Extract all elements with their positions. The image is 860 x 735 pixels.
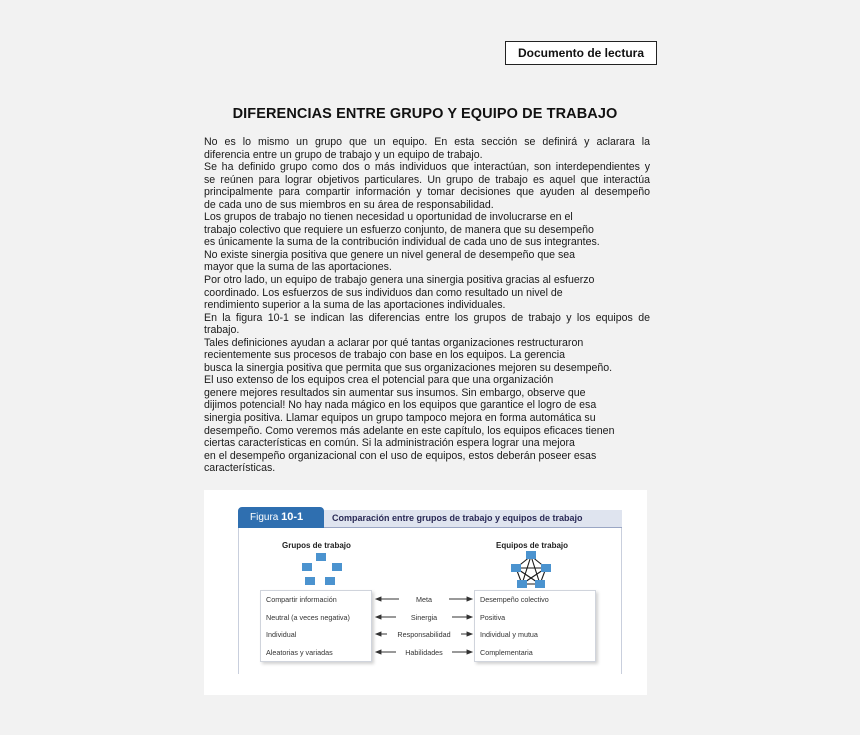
body-line: Se ha definido grupo como dos o más individuos que interactúan, son interdependientes y: [204, 161, 650, 174]
body-line: diferencia entre un grupo de trabajo y un equipo de trabajo.: [204, 148, 483, 161]
body-line: de cada uno de sus miembros en su área de responsabilidad.: [204, 198, 494, 211]
body-line: dijimos potencial! No hay nada mágico en los equipos que garantice el logro de esa: [204, 399, 597, 412]
page-title: DIFERENCIAS ENTRE GRUPO Y EQUIPO DE TRABAJO: [232, 106, 618, 122]
body-line: características.: [204, 462, 276, 475]
groups-heading: Grupos de trabajo: [282, 541, 351, 550]
figure-tag-prefix: Figura: [250, 512, 279, 523]
body-line: busca la sinergia positiva que permita que sus organizaciones mejoren su desempeño.: [204, 361, 613, 374]
body-line: desempeño. Como veremos más adelante en este capítulo, los equipos eficaces tienen: [204, 424, 615, 437]
body-line: trabajo.: [204, 324, 240, 337]
group-trait: Compartir información: [266, 595, 337, 604]
team-trait: Individual y mutua: [480, 630, 538, 639]
body-line: recientemente sus procesos de trabajo con base en los equipos. La gerencia: [204, 349, 566, 362]
body-line: mayor que la suma de las aportaciones.: [204, 261, 392, 274]
body-line: es únicamente la suma de la contribución individual de cada uno de sus integrantes.: [204, 236, 600, 249]
body-line: genere mejores resultados sin aumentar sus insumos. Sin embargo, observe que: [204, 386, 586, 399]
group-trait: Individual: [266, 630, 297, 639]
comparison-label: Sinergia: [396, 613, 452, 622]
body-line: ciertas características en común. Si la administración espera lograr una mejora: [204, 437, 575, 450]
figure-10-1: [204, 490, 647, 695]
body-line: No es lo mismo un grupo que un equipo. En esta sección se definirá y aclarara la: [204, 136, 650, 148]
comparison-label: Meta: [399, 595, 449, 604]
team-trait: Complementaria: [480, 648, 533, 657]
teams-heading: Equipos de trabajo: [496, 541, 569, 550]
team-trait: Positiva: [480, 613, 506, 622]
body-line: se reúnen para lograr objetivos particulares. Un grupo de trabajo es aquel que interactúa: [204, 173, 650, 186]
group-trait: Neutral (a veces negativa): [266, 613, 350, 622]
figure-caption: Comparación entre grupos de trabajo y equipos de trabajo: [332, 513, 583, 523]
body-line: Por otro lado, un equipo de trabajo genera una sinergia positiva gracias al esfuerzo: [204, 274, 595, 287]
body-line: trabajo colectivo que requiere un esfuerzo conjunto, de manera que su desempeño: [204, 223, 594, 236]
body-line: Tales definiciones ayudan a aclarar por qué tantas organizaciones restructuraron: [204, 336, 584, 349]
comparison-label: Habilidades: [396, 648, 452, 657]
body-line: en el desempeño organizacional con el uso de equipos, estos deberán poseer esas: [204, 449, 597, 462]
body-line: sinergia positiva. Llamar equipos un grupo tampoco mejora en forma automática su: [204, 412, 596, 425]
document-label: Documento de lectura: [505, 41, 657, 65]
body-line: rendimiento superior a la suma de las aportaciones individuales.: [204, 299, 506, 312]
body-line: coordinado. Los esfuerzos de sus individuos dan como resultado un nivel de: [204, 286, 563, 299]
body-line: principalmente para compartir información y tomar decisiones que ayuden al desempeño: [204, 186, 650, 199]
figure-tag-number: 10-1: [281, 511, 304, 523]
body-line: No existe sinergia positiva que genere un nivel general de desempeño que sea: [204, 248, 576, 261]
group-trait: Aleatorias y variadas: [266, 648, 333, 657]
body-line: El uso extenso de los equipos crea el potencial para que una organización: [204, 374, 554, 387]
body-text: [204, 136, 650, 475]
body-line: Los grupos de trabajo no tienen necesidad u oportunidad de involucrarse en el: [204, 211, 573, 224]
body-line: En la figura 10-1 se indican las diferencias entre los grupos de trabajo y los equipos de: [204, 311, 650, 324]
team-trait: Desempeño colectivo: [480, 595, 549, 604]
comparison-arrows: [204, 490, 647, 695]
comparison-label: Responsabilidad: [387, 630, 461, 639]
